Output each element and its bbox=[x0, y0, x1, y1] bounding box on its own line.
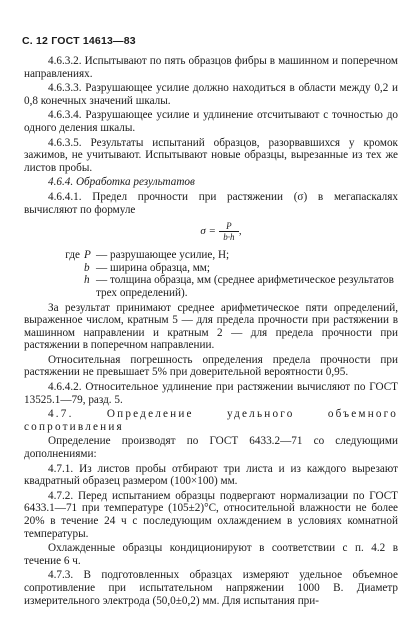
definition-text: — разрушающее усилие, Н; bbox=[96, 249, 230, 262]
definition-symbol: P bbox=[84, 249, 91, 262]
paragraph-4-6-4-2: 4.6.4.2. Относительное удлинение при растяжении вычисляют по ГОСТ 13525.1—79, разд. 5. bbox=[24, 381, 398, 406]
page-header: С. 12 ГОСТ 14613—83 bbox=[22, 35, 136, 47]
paragraph-conditioning: Охлажденные образцы кондиционируют в соответствии с п. 4.2 в течение 6 ч. bbox=[24, 542, 398, 567]
paragraph-4-6-4-1: 4.6.4.1. Предел прочности при растяжении (σ) в мегапаскалях вычисляют по формуле bbox=[24, 190, 398, 216]
paragraph-4-6-3-2: 4.6.3.2. Испытывают по пять образцов фибры в машинном и поперечном направлениях. bbox=[24, 55, 398, 80]
definitions-list bbox=[24, 249, 398, 299]
paragraph-4-6-3-3: 4.6.3.3. Разрушающее усилие должно находиться в области между 0,2 и 0,8 конечных значений шкалы. bbox=[24, 82, 398, 107]
paragraph-4-6-3-5: 4.6.3.5. Результаты испытаний образцов, разорвавшихся у кромок зажимов, не учитывают. Испытывают новые образцы, вырезанные из тех же листов пробы. bbox=[24, 136, 398, 174]
definition-symbol: b bbox=[84, 261, 90, 274]
paragraph-error: Относительная погрешность определения предела прочности при растяжении не превышает 5% при доверительной вероятности 0,95. bbox=[24, 353, 398, 379]
formula-lhs: σ = bbox=[200, 225, 216, 238]
definition-item bbox=[24, 274, 398, 299]
paragraph-4-6-3-4: 4.6.3.4. Разрушающее усилие и удлинение отсчитывают с точностью до одного деления шкалы. bbox=[24, 109, 398, 134]
paragraph-method: Определение производят по ГОСТ 6433.2—71 со следующими дополнениями: bbox=[24, 435, 398, 461]
paragraph-result: За результат принимают среднее арифметическое пяти определений, выраженное числом, кратным 5 — для предела прочности при растяжении в машинном направлении и кратным 2 — для предела прочности при растяжении в поперечном направлении. bbox=[24, 301, 398, 352]
formula-denominator: b·h bbox=[223, 232, 235, 243]
formula-fraction bbox=[219, 221, 239, 242]
section-heading-4-6-4: 4.6.4. Обработка результатов bbox=[48, 176, 195, 189]
definition-where: где bbox=[65, 249, 80, 262]
definition-symbol: h bbox=[84, 274, 90, 287]
definition-item bbox=[24, 262, 398, 275]
definition-text: — толщина образца, мм (среднее арифметическое результатов трех определений). bbox=[96, 274, 394, 299]
paragraph-4-7-3: 4.7.3. В подготовленных образцах измеряют удельное объемное сопротивление при испытательном напряжении 1000 В. Диаметр измерительного электрода (50,0±0,2) мм. Для испытания при- bbox=[24, 569, 398, 607]
formula-numerator: P bbox=[226, 221, 232, 232]
paragraph-4-7-1: 4.7.1. Из листов пробы отбирают три листа и из каждого вырезают квадратный образец размером (100×100) мм. bbox=[24, 462, 398, 488]
definition-text: — ширина образца, мм; bbox=[96, 261, 210, 274]
paragraph-4-7-2: 4.7.2. Перед испытанием образцы подвергают нормализации по ГОСТ 6433.1—71 при температуре (105±2)°С, относительной влажности не более 20% в течение 24 ч с последующим охлаждением в условиях комнатной температуры. bbox=[24, 489, 398, 540]
section-heading-4-7: 4.7. Определение удельного объемного сопротивления bbox=[24, 408, 398, 433]
definition-item bbox=[24, 249, 398, 262]
formula-sigma bbox=[44, 221, 398, 242]
formula-tail: , bbox=[238, 225, 242, 238]
document-body bbox=[24, 55, 398, 609]
